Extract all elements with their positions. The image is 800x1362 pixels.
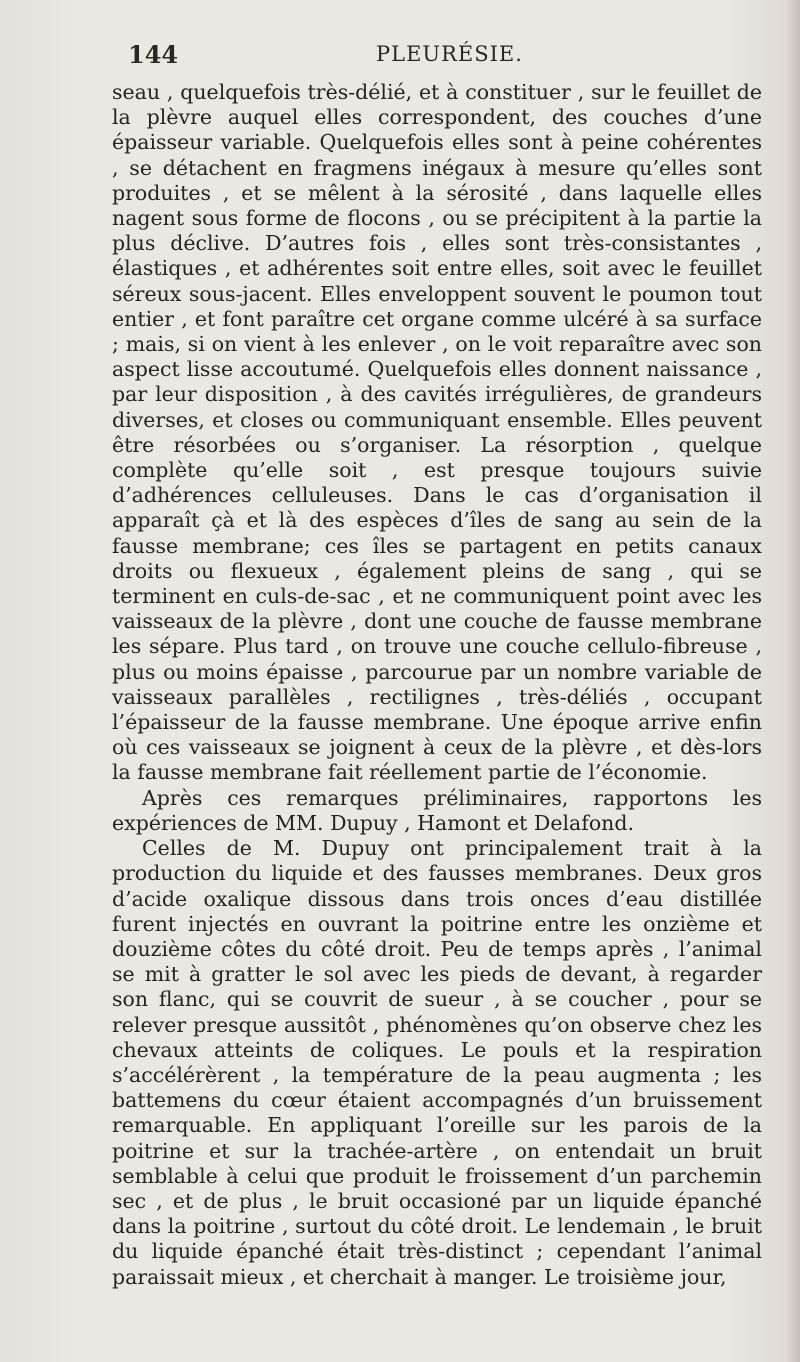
page-edge-shadow bbox=[786, 0, 800, 1362]
paragraph-dupuy-experiment: Celles de M. Dupuy ont principalement trait à la production du liquide et des fausses membranes. Deux gros d’acide oxalique dissous dans trois onces d’eau distillée furent injectés en ouvrant la poitrine entre les onzième et douzième côtes du côté droit. Peu de temps après , l’animal se mit à gratter le sol avec les pieds de devant, à regarder son flanc, qui se couvrit de sueur , à se coucher , pour se relever presque aussitôt , phénomènes qu’on observe chez les chevaux atteints de coliques. Le pouls et la respiration s’accélérèrent , la température de la peau augmenta ; les battemens du cœur étaient accompagnés d’un bruissement remarquable. En appliquant l’oreille sur les parois de la poitrine et sur la trachée-artère , on entendait un bruit semblable à celui que produit le froissement d’un parchemin sec , et de plus , le bruit occasioné par un liquide épanché dans la poitrine , surtout du côté droit. Le lendemain , le bruit du liquide épanché était très-distinct ; cependant l’animal paraissait mieux , et cherchait à manger. Le troisième jour, bbox=[112, 836, 762, 1289]
running-title: PLEURÉSIE. bbox=[376, 42, 523, 66]
paragraph-continuation: seau , quelquefois très-délié, et à constituer , sur le feuillet de la plèvre auquel elles correspondent, des couches d’une épaisseur variable. Quelquefois elles sont à peine cohérentes , se détachent en fragmens inégaux à mesure qu’elles sont produites , et se mêlent à la sérosité , dans laquelle elles nagent sous forme de flocons , ou se précipitent à la partie la plus déclive. D’autres fois , elles sont très-consistantes , élastiques , et adhérentes soit entre elles, soit avec le feuillet séreux sous-jacent. Elles enveloppent souvent le poumon tout entier , et font paraître cet organe comme ulcéré à sa surface ; mais, si on vient à les enlever , on le voit reparaître avec son aspect lisse accoutumé. Quelquefois elles donnent naissance , par leur disposition , à des cavités irrégulières, de grandeurs diverses, et closes ou communiquant ensemble. Elles peuvent être résorbées ou s’organiser. La résorption , quelque complète qu’elle soit , est presque toujours suivie d’adhérences celluleuses. Dans le cas d’organisation il apparaît çà et là des espèces d’îles de sang au sein de la fausse membrane; ces îles se partagent en petits canaux droits ou flexueux , également pleins de sang , qui se terminent en culs-de-sac , et ne communiquent point avec les vaisseaux de la plèvre , dont une couche de fausse membrane les sépare. Plus tard , on trouve une couche cellulo-fibreuse , plus ou moins épaisse , parcourue par un nombre variable de vaisseaux parallèles , rectilignes , très-déliés , occupant l’épaisseur de la fausse membrane. Une époque arrive enfin où ces vaisseaux se joignent à ceux de la plèvre , et dès-lors la fausse membrane fait réellement partie de l’économie. bbox=[112, 80, 762, 785]
page-number: 144 bbox=[128, 40, 179, 69]
body-text bbox=[112, 80, 762, 1290]
paragraph-introduction: Après ces remarques préliminaires, rapportons les expériences de MM. Dupuy , Hamont et Delafond. bbox=[112, 785, 762, 835]
page-header bbox=[128, 40, 768, 74]
